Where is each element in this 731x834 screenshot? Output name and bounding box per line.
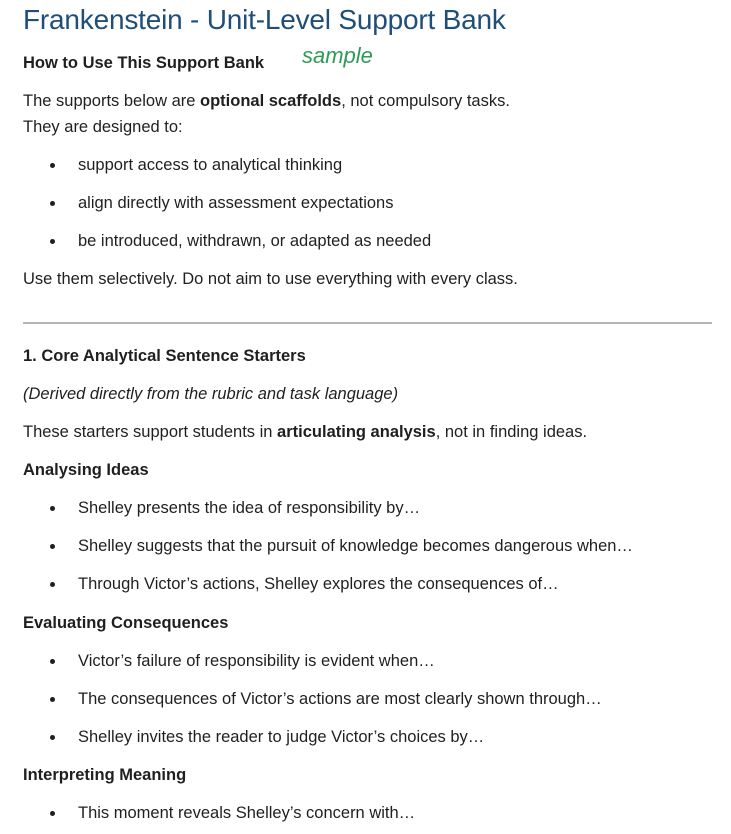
group-heading-evaluating-consequences: Evaluating Consequences	[23, 614, 229, 632]
bullet-dot-icon	[50, 163, 55, 168]
list-item-text: Through Victor’s actions, Shelley explores the consequences of…	[78, 575, 559, 593]
list-item-text: Shelley invites the reader to judge Victor’s choices by…	[78, 728, 485, 746]
list-item-text: support access to analytical thinking	[78, 156, 343, 174]
bullet-dot-icon	[50, 811, 55, 816]
intro-heading: How to Use This Support Bank	[23, 54, 265, 72]
intro-paragraph-1	[23, 91, 510, 111]
list-item-text: The consequences of Victor’s actions are most clearly shown through…	[78, 690, 602, 708]
bullet-dot-icon	[50, 697, 55, 702]
section-1-heading: 1. Core Analytical Sentence Starters	[23, 347, 306, 365]
list-item-text: Shelley suggests that the pursuit of knowledge becomes dangerous when…	[78, 537, 633, 555]
sample-watermark: sample	[302, 43, 373, 68]
section-1-paragraph-tail: , not in finding ideas.	[435, 423, 588, 441]
section-1-paragraph	[23, 422, 587, 442]
intro-paragraph-1-text: The supports below are	[23, 92, 201, 110]
group-heading-interpreting-meaning: Interpreting Meaning	[23, 766, 187, 784]
list-item-text: Shelley presents the idea of responsibility by…	[78, 499, 421, 517]
bullet-dot-icon	[50, 582, 55, 587]
intro-closing: Use them selectively. Do not aim to use everything with every class.	[23, 270, 518, 288]
document-title: Frankenstein - Unit-Level Support Bank	[23, 4, 506, 35]
intro-paragraph-1-emphasis: optional scaffolds	[200, 92, 342, 110]
section-1-subtitle: (Derived directly from the rubric and task language)	[23, 385, 399, 403]
intro-paragraph-2: They are designed to:	[23, 118, 183, 136]
bullet-dot-icon	[50, 735, 55, 740]
bullet-dot-icon	[50, 201, 55, 206]
list-item-text: This moment reveals Shelley’s concern with…	[78, 804, 416, 822]
section-1-paragraph-emphasis: articulating analysis	[277, 423, 436, 441]
list-item-text: Victor’s failure of responsibility is evident when…	[78, 652, 435, 670]
section-divider	[23, 322, 712, 324]
bullet-dot-icon	[50, 659, 55, 664]
bullet-dot-icon	[50, 239, 55, 244]
list-item-text: be introduced, withdrawn, or adapted as needed	[78, 232, 432, 250]
group-heading-analysing-ideas: Analysing Ideas	[23, 461, 149, 479]
bullet-dot-icon	[50, 506, 55, 511]
section-1-paragraph-text: These starters support students in	[23, 423, 278, 441]
bullet-dot-icon	[50, 544, 55, 549]
intro-paragraph-1-tail: , not compulsory tasks.	[341, 92, 510, 110]
list-item-text: align directly with assessment expectations	[78, 194, 394, 212]
